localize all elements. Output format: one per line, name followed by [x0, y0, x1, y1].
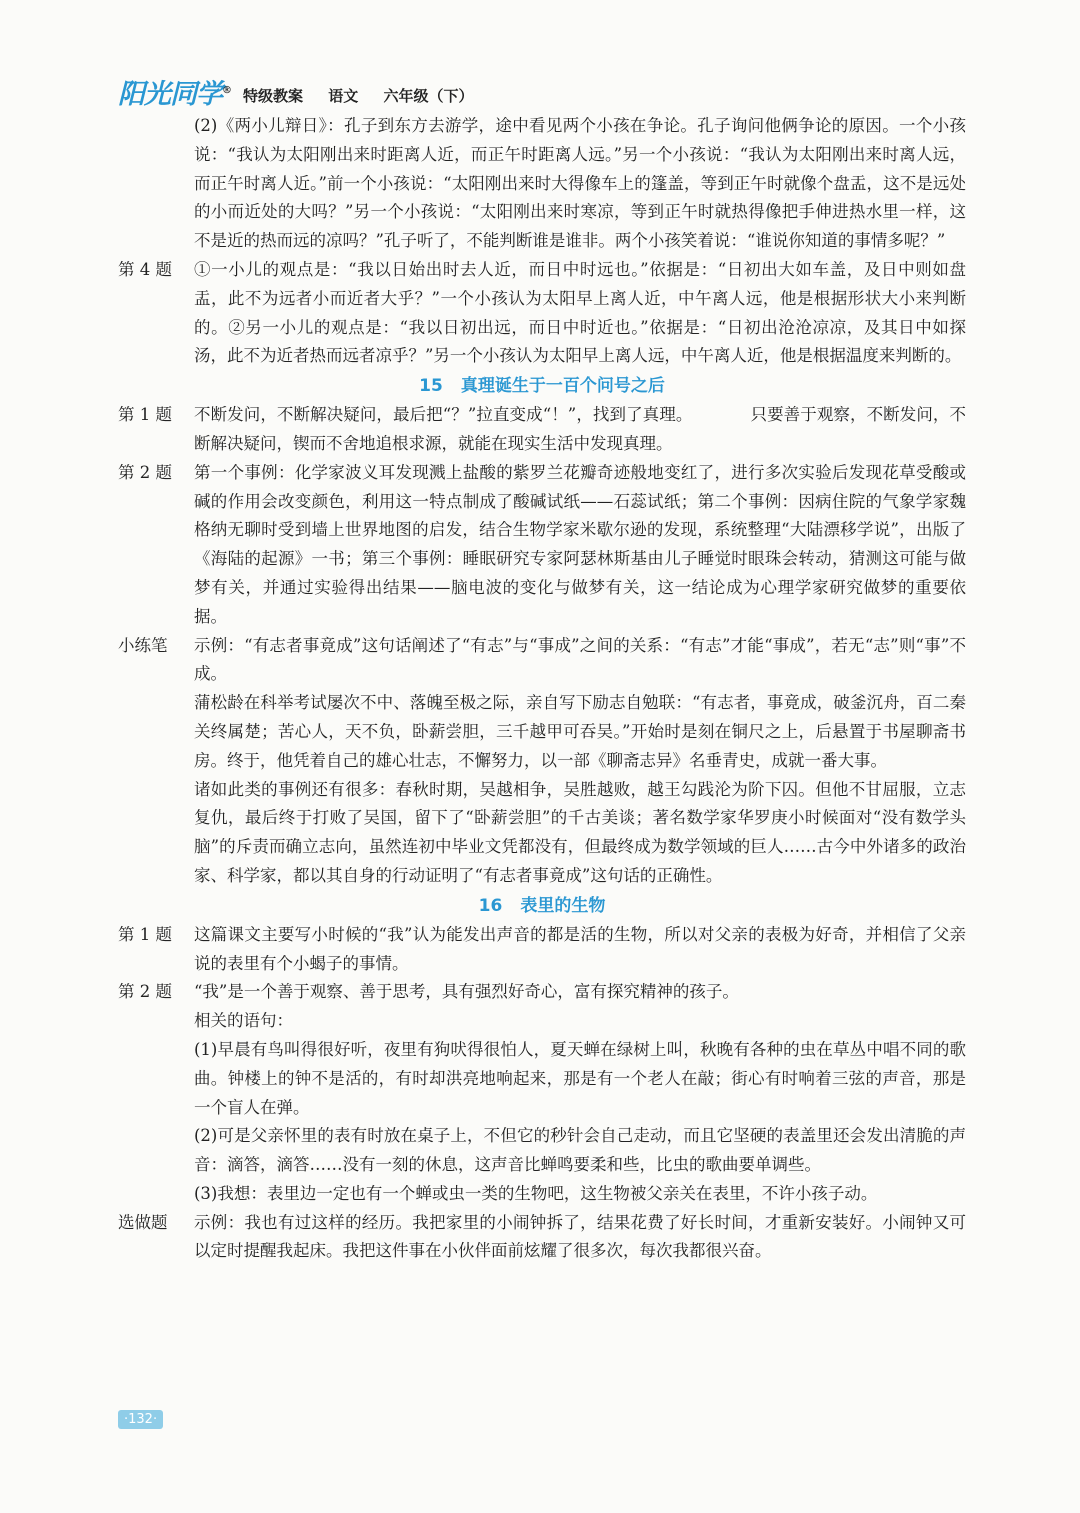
question-answer: 不断发问，不断解决疑问，最后把“？”拉直变成“！”，找到了真理。 只要善于观察，不断发问，不断解决疑问，锲而不舍地追根求源，就能在现实生活中发现真理。: [194, 405, 966, 453]
question-answer: 示例：“有志者事竟成”这句话阐述了“有志”与“事成”之间的关系：“有志”才能“事成”，若无“志”则“事”不成。: [194, 635, 966, 684]
question-2: [118, 459, 966, 632]
question-1: [118, 921, 966, 979]
question-answer: 第一个事例：化学家波义耳发现溅上盐酸的紫罗兰花瓣奇迹般地变红了，进行多次实验后发现花草受酸或碱的作用会改变颜色，利用这一特点制成了酸碱试纸——石蕊试纸；第二个事例：因病住院的气象学家魏格纳无聊时受到墙上世界地图的启发，结合生物学家米歇尔逊的发现，系统整理“大陆漂移学说”，出版了《海陆的起源》一书；第三个事例：睡眠研究专家阿瑟林斯基由儿子睡觉时眼珠会转动，猜测这可能与做梦有关，并通过实验得出结果——脑电波的变化与做梦有关，这一结论成为心理学家研究做梦的重要依据。: [194, 462, 966, 626]
question-label: 小练笔: [118, 635, 168, 655]
question-label: 第 2 题: [118, 982, 172, 1002]
question-answer: ①一小儿的观点是：“我以日始出时去人近，而日中时远也。”依据是：“日初出大如车盖，及日中则如盘盂，此不为远者小而近者大乎？”一个小孩认为太阳早上离人近，中午离人远，他是根据形状大小来判断的。②另一小儿的观点是：“我以日初出远，而日中时近也。”依据是：“日初出沧沧凉凉，及其日中如探汤，此不为近者热而远者凉乎？”另一个小孩认为太阳早上离人远，中午离人近，他是根据温度来判断的。: [194, 259, 966, 366]
paragraph: 诸如此类的事例还有很多：春秋时期，吴越相争，吴胜越败，越王勾践沦为阶下囚。但他不甘屈服，立志复仇，最后终于打败了吴国，留下了“卧薪尝胆”的千古美谈；著名数学家华罗庚小时候面对“没有数学头脑”的斥责而确立志向，虽然连初中毕业文凭都没有，但最终成为数学领域的巨人……古今中外诸多的政治家、科学家，都以其自身的行动证明了“有志者事竟成”这句话的正确性。: [194, 779, 966, 885]
question-1: [118, 401, 966, 459]
paragraph: (3)我想：表里边一定也有一个蝉或虫一类的生物吧，这生物被父亲关在表里，不许小孩子动。: [194, 1183, 878, 1203]
question-4: [118, 256, 966, 371]
paragraph: 蒲松龄在科举考试屡次不中、落魄至极之际，亲自写下励志自勉联：“有志者，事竟成，破釜沉舟，百二秦关终属楚；苦心人，天不负，卧薪尝胆，三千越甲可吞吴。”开始时是刻在铜尺之上，后悬置于书屋聊斋书房。终于，他凭着自己的雄心壮志，不懈努力，以一部《聊斋志异》名垂青史，成就一番大事。: [194, 693, 966, 770]
grade: 六年级（下）: [383, 87, 474, 105]
question-label: 第 2 题: [118, 462, 172, 482]
question-answer: 示例：我也有过这样的经历。我把家里的小闹钟拆了，结果花费了好长时间，才重新安装好。小闹钟又可以定时提醒我起床。我把这件事在小伙伴面前炫耀了很多次，每次我都很兴奋。: [194, 1212, 966, 1261]
section-title-16: 16 表里的生物: [478, 895, 606, 916]
paragraph: (2)可是父亲怀里的表有时放在桌子上，不但它的秒针会自己走动，而且它坚硬的表盖里还会发出清脆的声音：滴答，滴答……没有一刻的休息，这声音比蝉鸣要柔和些，比虫的歌曲要单调些。: [194, 1126, 966, 1175]
paragraph: (1)早晨有鸟叫得很好听，夜里有狗吠得很怕人，夏天蝉在绿树上叫，秋晚有各种的虫在草丛中唱不同的歌曲。钟楼上的钟不是活的，有时却洪亮地响起来，那是有一个老人在敲；街心有时响着三弦的声音，那是一个盲人在弹。: [194, 1039, 966, 1117]
book-type: 特级教案: [243, 87, 304, 105]
question-label: 第 1 题: [118, 924, 172, 944]
question-label: 选做题: [118, 1212, 168, 1232]
brand-logo: 阳光同学®: [118, 79, 231, 110]
page-header: [118, 76, 494, 110]
page-content: [118, 112, 966, 1266]
header-subtitle: [243, 85, 494, 106]
paragraph: 相关的语句：: [194, 1011, 293, 1031]
question-answer: 这篇课文主要写小时候的“我”认为能发出声音的都是活的生物，所以对父亲的表极为好奇，并相信了父亲说的表里有个小蝎子的事情。: [194, 924, 966, 973]
subject: 语文: [328, 87, 359, 105]
question-label: 第 1 题: [118, 405, 172, 425]
page-number: ·132·: [118, 1410, 163, 1429]
question-2: [118, 978, 966, 1007]
section-title-15: 15 真理诞生于一百个问号之后: [419, 376, 665, 397]
writing-practice: [118, 632, 966, 690]
intro-paragraph: (2)《两小儿辩日》：孔子到东方去游学，途中看见两个小孩在争论。孔子询问他俩争论的原因。一个小孩说：“我认为太阳刚出来时距离人近，而正午时距离人远。”另一个小孩说：“我认为太阳刚出来时离人远，而正午时离人近。”前一个小孩说：“太阳刚出来时大得像车上的篷盖，等到正午时就像个盘盂，这不是远处的小而近处的大吗？”另一个小孩说：“太阳刚出来时寒凉，等到正午时就热得像把手伸进热水里一样，这不是近的热而远的凉吗？”孔子听了，不能判断谁是谁非。两个小孩笑着说：“谁说你知道的事情多呢？”: [194, 116, 966, 251]
optional-question: [118, 1209, 966, 1267]
question-label: 第 4 题: [118, 259, 172, 279]
question-answer: “我”是一个善于观察、善于思考，具有强烈好奇心，富有探究精神的孩子。: [194, 982, 739, 1002]
